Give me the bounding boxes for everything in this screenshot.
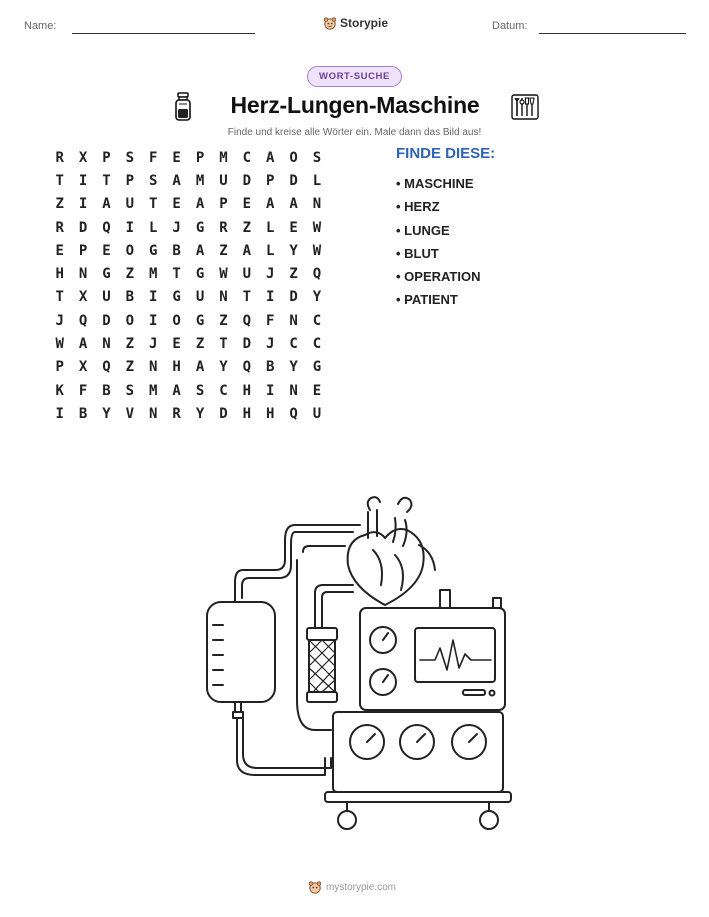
grid-cell[interactable]: Z <box>289 266 298 283</box>
grid-cell[interactable]: G <box>312 359 322 376</box>
grid-cell[interactable]: D <box>289 172 298 189</box>
grid-cell[interactable]: E <box>55 242 64 259</box>
grid-cell[interactable]: M <box>149 382 158 399</box>
grid-row <box>48 193 329 216</box>
grid-cell[interactable]: X <box>78 289 88 306</box>
grid-cell[interactable]: E <box>172 149 181 166</box>
word-list-item: • PATIENT <box>396 288 495 311</box>
grid-cell[interactable]: I <box>265 289 275 306</box>
grid-cell[interactable]: B <box>172 242 181 259</box>
grid-row <box>48 379 329 402</box>
brand-name: Storypie <box>340 16 389 30</box>
grid-cell[interactable]: G <box>195 219 205 236</box>
grid-cell[interactable]: Q <box>102 359 111 376</box>
grid-cell[interactable]: A <box>195 359 205 376</box>
grid-cell[interactable]: C <box>312 336 322 353</box>
page-title: Herz-Lungen-Maschine <box>230 92 480 118</box>
grid-cell[interactable]: T <box>172 266 181 283</box>
grid-cell[interactable]: N <box>102 336 111 353</box>
grid-cell[interactable]: U <box>242 266 252 283</box>
grid-cell[interactable]: E <box>242 196 252 213</box>
grid-cell[interactable]: B <box>265 359 275 376</box>
grid-row <box>48 356 329 379</box>
grid-cell[interactable]: E <box>102 242 111 259</box>
grid-cell[interactable]: T <box>102 172 111 189</box>
grid-cell[interactable]: A <box>195 242 205 259</box>
grid-cell[interactable]: Z <box>219 242 228 259</box>
word-list-item: • BLUT <box>396 242 495 265</box>
grid-cell[interactable]: L <box>265 242 275 259</box>
grid-cell[interactable]: L <box>312 172 322 189</box>
grid-cell[interactable]: Q <box>242 359 252 376</box>
grid-cell[interactable]: X <box>78 149 88 166</box>
grid-cell[interactable]: T <box>242 289 252 306</box>
grid-cell[interactable]: W <box>219 266 228 283</box>
date-label: Datum: <box>492 20 528 32</box>
grid-cell[interactable]: T <box>55 289 64 306</box>
grid-cell[interactable]: R <box>219 219 228 236</box>
grid-cell[interactable]: U <box>125 196 135 213</box>
word-list <box>396 172 495 312</box>
grid-cell[interactable]: A <box>195 196 205 213</box>
name-label: Name: <box>24 20 57 32</box>
word-list-item: • MASCHINE <box>396 172 495 195</box>
instructions <box>0 127 709 138</box>
grid-cell[interactable]: E <box>172 336 181 353</box>
grid-cell[interactable]: M <box>149 266 158 283</box>
grid-cell[interactable]: W <box>55 336 64 353</box>
brand-logo <box>323 16 388 30</box>
grid-cell[interactable]: I <box>265 382 275 399</box>
grid-row <box>48 309 329 332</box>
surgical-tools-icon <box>511 94 539 120</box>
grid-cell[interactable]: H <box>242 405 252 422</box>
grid-cell[interactable]: N <box>289 312 298 329</box>
grid-cell[interactable]: I <box>125 219 135 236</box>
grid-cell[interactable]: R <box>55 219 64 236</box>
grid-cell[interactable]: H <box>55 266 64 283</box>
grid-row <box>48 332 329 355</box>
grid-cell[interactable]: C <box>219 382 228 399</box>
grid-cell[interactable]: O <box>125 242 135 259</box>
word-list-item: • OPERATION <box>396 265 495 288</box>
grid-cell[interactable]: N <box>312 196 322 213</box>
grid-cell[interactable]: G <box>195 266 205 283</box>
grid-cell[interactable]: H <box>265 405 275 422</box>
grid-cell[interactable]: Q <box>78 312 88 329</box>
grid-cell[interactable]: Y <box>312 289 322 306</box>
word-list-item: • LUNGE <box>396 219 495 242</box>
grid-cell[interactable]: P <box>55 359 64 376</box>
grid-cell[interactable]: N <box>149 405 158 422</box>
grid-cell[interactable]: P <box>195 149 205 166</box>
grid-cell[interactable]: M <box>219 149 228 166</box>
grid-cell[interactable]: D <box>242 172 252 189</box>
grid-cell[interactable]: H <box>242 382 252 399</box>
grid-cell[interactable]: G <box>172 289 181 306</box>
footer-url[interactable]: mystorypie.com <box>326 881 397 893</box>
grid-cell[interactable]: N <box>149 359 158 376</box>
grid-cell[interactable]: P <box>102 149 111 166</box>
medicine-vial-icon <box>173 92 193 122</box>
grid-cell[interactable]: H <box>172 359 181 376</box>
grid-cell[interactable]: N <box>289 382 298 399</box>
grid-cell[interactable]: Y <box>219 359 228 376</box>
grid-cell[interactable]: I <box>55 405 64 422</box>
grid-cell[interactable]: R <box>172 405 181 422</box>
grid-row <box>48 146 329 169</box>
grid-cell[interactable]: X <box>78 359 88 376</box>
grid-cell[interactable]: Y <box>289 242 298 259</box>
date-field-line[interactable] <box>539 33 686 34</box>
grid-cell[interactable]: I <box>149 312 158 329</box>
grid-cell[interactable]: Q <box>312 266 322 283</box>
grid-cell[interactable]: T <box>149 196 158 213</box>
grid-cell[interactable]: I <box>78 172 88 189</box>
grid-cell[interactable]: N <box>78 266 88 283</box>
grid-cell[interactable]: A <box>265 149 275 166</box>
grid-row <box>48 402 329 425</box>
grid-cell[interactable]: S <box>149 172 158 189</box>
grid-cell[interactable]: C <box>312 312 322 329</box>
grid-cell[interactable]: S <box>125 382 135 399</box>
word-list-item: • HERZ <box>396 195 495 218</box>
grid-cell[interactable]: L <box>265 219 275 236</box>
grid-cell[interactable]: Z <box>219 312 228 329</box>
grid-row <box>48 169 329 192</box>
grid-cell[interactable]: E <box>312 382 322 399</box>
grid-cell[interactable]: P <box>78 242 88 259</box>
grid-cell[interactable]: Q <box>242 312 252 329</box>
grid-cell[interactable]: A <box>242 242 252 259</box>
header-bar <box>0 16 709 40</box>
grid-cell[interactable]: Z <box>125 336 135 353</box>
grid-cell[interactable]: P <box>219 196 228 213</box>
grid-cell[interactable]: O <box>125 312 135 329</box>
grid-cell[interactable]: R <box>55 149 64 166</box>
grid-cell[interactable]: Y <box>195 405 205 422</box>
grid-row <box>48 286 329 309</box>
grid-cell[interactable]: A <box>289 196 298 213</box>
grid-cell[interactable]: S <box>312 149 322 166</box>
grid-cell[interactable]: T <box>219 336 228 353</box>
grid-cell[interactable]: T <box>55 172 64 189</box>
grid-cell[interactable]: D <box>78 219 88 236</box>
name-field-line[interactable] <box>72 33 255 34</box>
grid-cell[interactable]: Y <box>102 405 111 422</box>
grid-cell[interactable]: J <box>265 266 275 283</box>
grid-cell[interactable]: P <box>125 172 135 189</box>
grid-cell[interactable]: C <box>289 336 298 353</box>
grid-cell[interactable]: A <box>172 382 181 399</box>
grid-cell[interactable]: Z <box>195 336 205 353</box>
grid-cell[interactable]: B <box>125 289 135 306</box>
grid-cell[interactable]: D <box>219 405 228 422</box>
word-list-panel <box>396 145 495 312</box>
grid-cell[interactable]: O <box>172 312 181 329</box>
footer <box>308 880 396 894</box>
grid-cell[interactable]: V <box>125 405 135 422</box>
grid-cell[interactable]: J <box>265 336 275 353</box>
grid-cell[interactable]: U <box>102 289 111 306</box>
grid-row <box>48 216 329 239</box>
word-list-heading: FINDE DIESE: <box>396 145 496 162</box>
grid-cell[interactable]: G <box>195 312 205 329</box>
grid-cell[interactable]: F <box>265 312 275 329</box>
grid-cell[interactable]: I <box>78 196 88 213</box>
instructions-text: Finde und kreise alle Wörter ein. Male dann das Bild aus! <box>227 127 482 138</box>
grid-cell[interactable]: A <box>265 196 275 213</box>
grid-cell[interactable]: B <box>78 405 88 422</box>
grid-cell[interactable]: F <box>149 149 158 166</box>
grid-cell[interactable]: K <box>55 382 64 399</box>
grid-cell[interactable]: W <box>312 242 322 259</box>
grid-cell[interactable]: U <box>195 289 205 306</box>
grid-cell[interactable]: S <box>195 382 205 399</box>
grid-cell[interactable]: U <box>312 405 322 422</box>
grid-cell[interactable]: N <box>219 289 228 306</box>
grid-cell[interactable]: O <box>289 149 298 166</box>
grid-cell[interactable]: B <box>102 382 111 399</box>
grid-cell[interactable]: C <box>242 149 252 166</box>
grid-cell[interactable]: Z <box>242 219 252 236</box>
grid-cell[interactable]: Z <box>125 266 135 283</box>
grid-row <box>48 239 329 262</box>
grid-cell[interactable]: W <box>312 219 322 236</box>
grid-cell[interactable]: D <box>289 289 298 306</box>
storypie-mascot-icon <box>323 16 337 30</box>
grid-cell[interactable]: E <box>289 219 298 236</box>
grid-cell[interactable]: Z <box>125 359 135 376</box>
grid-cell[interactable]: U <box>219 172 228 189</box>
grid-cell[interactable]: A <box>102 196 111 213</box>
grid-cell[interactable]: Q <box>289 405 298 422</box>
grid-cell[interactable]: J <box>149 336 158 353</box>
grid-cell[interactable]: G <box>149 242 158 259</box>
grid-cell[interactable]: I <box>149 289 158 306</box>
word-search-badge: WORT-SUCHE <box>307 66 402 87</box>
grid-cell[interactable]: Z <box>55 196 64 213</box>
word-search-grid[interactable] <box>48 146 329 426</box>
grid-cell[interactable]: L <box>149 219 158 236</box>
grid-cell[interactable]: D <box>242 336 252 353</box>
heart-lung-machine-illustration <box>195 490 515 850</box>
grid-cell[interactable]: F <box>78 382 88 399</box>
grid-cell[interactable]: G <box>102 266 111 283</box>
grid-cell[interactable]: E <box>172 196 181 213</box>
grid-cell[interactable]: S <box>125 149 135 166</box>
grid-cell[interactable]: Q <box>102 219 111 236</box>
grid-cell[interactable]: J <box>172 219 181 236</box>
title-row <box>0 92 709 122</box>
grid-cell[interactable]: P <box>265 172 275 189</box>
grid-cell[interactable]: A <box>172 172 181 189</box>
storypie-mascot-icon <box>308 880 322 894</box>
grid-cell[interactable]: A <box>78 336 88 353</box>
grid-cell[interactable]: M <box>195 172 205 189</box>
grid-cell[interactable]: Y <box>289 359 298 376</box>
grid-row <box>48 262 329 285</box>
grid-cell[interactable]: D <box>102 312 111 329</box>
grid-cell[interactable]: J <box>55 312 64 329</box>
